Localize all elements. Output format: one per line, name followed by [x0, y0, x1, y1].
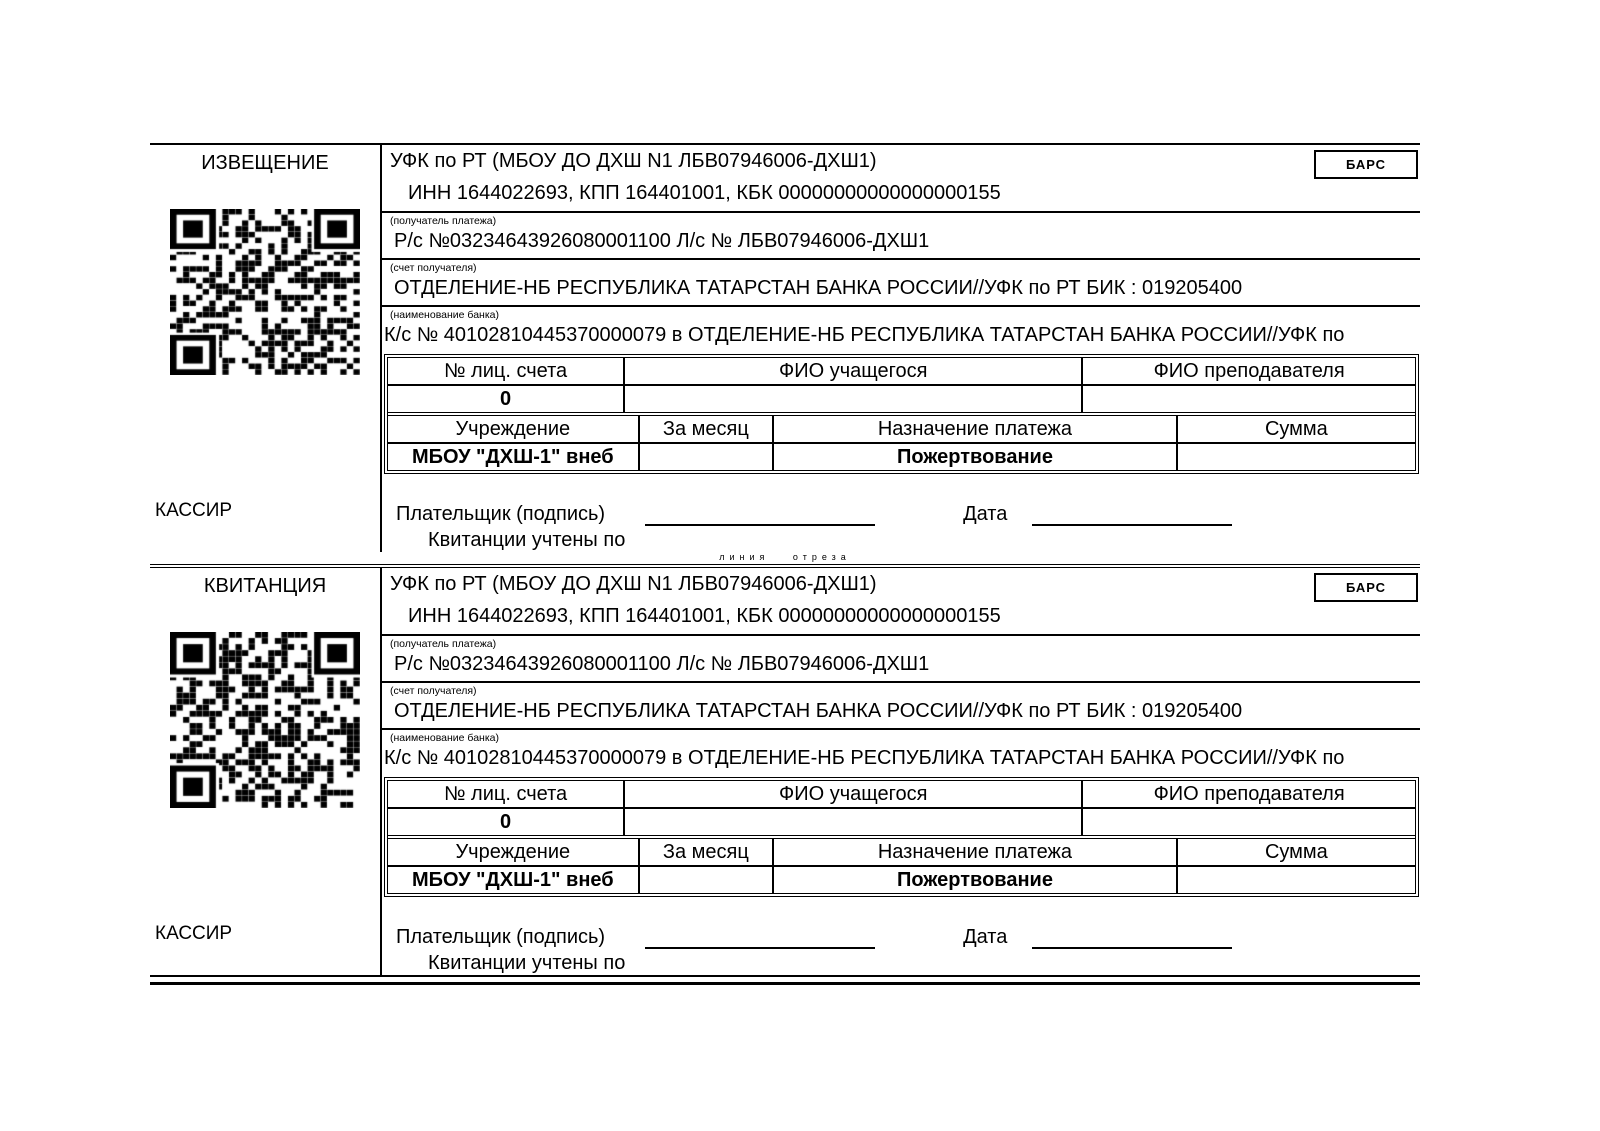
receipt-right-column [382, 568, 1420, 975]
cashier-label: КАССИР [155, 923, 233, 944]
date-line [1032, 925, 1232, 949]
institution-value: МБОУ "ДХШ-1" внеб [388, 867, 640, 893]
notice-left-column [150, 145, 382, 552]
date-line [1032, 502, 1232, 526]
payee-row [382, 568, 1420, 603]
notice-section [150, 143, 1420, 552]
bank-name-line: ОТДЕЛЕНИЕ-НБ РЕСПУБЛИКА ТАТАРСТАН БАНКА РОССИИ//УФК по РТ БИК : 019205400 [394, 277, 1243, 299]
account-student-table [388, 358, 1415, 412]
bank-name-line: ОТДЕЛЕНИЕ-НБ РЕСПУБЛИКА ТАТАРСТАН БАНКА РОССИИ//УФК по РТ БИК : 019205400 [394, 700, 1243, 722]
col-header-sum: Сумма [1178, 416, 1415, 444]
payee-caption: (получатель платежа) [390, 638, 497, 650]
date-label: Дата [963, 926, 1008, 948]
signature-line [645, 925, 875, 949]
col-header-account: № лиц. счета [388, 358, 625, 386]
settlement-account-group [382, 636, 1420, 683]
col-header-sum: Сумма [1178, 839, 1415, 867]
payment-form [150, 143, 1420, 985]
col-header-purpose: Назначение платежа [774, 416, 1178, 444]
month-value [640, 444, 775, 470]
receipt-section [150, 568, 1420, 975]
col-header-student: ФИО учащегося [625, 358, 1083, 386]
cashier-label: КАССИР [155, 500, 233, 521]
settlement-account-group [382, 213, 1420, 260]
corr-account-group [382, 307, 1420, 352]
settlement-account-line: Р/с №03234643926080001100 Л/с № ЛБВ07946006-ДХШ1 [394, 653, 930, 675]
payment-table [384, 777, 1419, 897]
col-header-month: За месяц [640, 839, 775, 867]
account-number-value: 0 [388, 386, 625, 412]
payer-signature-label: Плательщик (подпись) [396, 503, 606, 525]
payer-signature-row [382, 925, 1420, 949]
purpose-value: Пожертвование [774, 867, 1178, 893]
account-number-value: 0 [388, 809, 625, 835]
receipts-note: Квитанции учтены по [428, 529, 626, 551]
qr-code [170, 209, 360, 375]
bars-badge: БАРС [1314, 573, 1418, 602]
student-name-value [625, 809, 1083, 835]
account-caption: (счет получателя) [390, 685, 477, 697]
col-header-account: № лиц. счета [388, 781, 625, 809]
col-header-teacher: ФИО преподавателя [1083, 781, 1415, 809]
col-header-month: За месяц [640, 416, 775, 444]
qr-code [170, 632, 360, 808]
purpose-sum-table [388, 835, 1415, 893]
col-header-student: ФИО учащегося [625, 781, 1083, 809]
student-name-value [625, 386, 1083, 412]
payee-name: УФК по РТ (МБОУ ДО ДХШ N1 ЛБВ07946006-ДХШ1) [390, 150, 877, 172]
purpose-value: Пожертвование [774, 444, 1178, 470]
notice-right-column [382, 145, 1420, 552]
month-value [640, 867, 775, 893]
corr-account-group [382, 730, 1420, 775]
bank-caption: (наименование банка) [390, 309, 499, 321]
settlement-account-line: Р/с №03234643926080001100 Л/с № ЛБВ07946006-ДХШ1 [394, 230, 930, 252]
col-header-teacher: ФИО преподавателя [1083, 358, 1415, 386]
payment-table [384, 354, 1419, 474]
corr-account-line: К/с № 40102810445370000079 в ОТДЕЛЕНИЕ-НБ РЕСПУБЛИКА ТАТАРСТАН БАНКА РОССИИ//УФК по [384, 324, 1345, 346]
col-header-purpose: Назначение платежа [774, 839, 1178, 867]
receipt-left-column [150, 568, 382, 975]
purpose-sum-table [388, 412, 1415, 470]
payer-signature-row [382, 502, 1420, 526]
bars-badge: БАРС [1314, 150, 1418, 179]
teacher-name-value [1083, 809, 1415, 835]
receipts-note: Квитанции учтены по [428, 952, 626, 974]
corr-account-line: К/с № 40102810445370000079 в ОТДЕЛЕНИЕ-НБ РЕСПУБЛИКА ТАТАРСТАН БАНКА РОССИИ//УФК по [384, 747, 1345, 769]
signature-line [645, 502, 875, 526]
inn-kpp-kbk-line: ИНН 1644022693, КПП 164401001, КБК 00000000000000000155 [382, 603, 1420, 636]
col-header-institution: Учреждение [388, 839, 640, 867]
sum-value [1178, 867, 1415, 893]
sum-value [1178, 444, 1415, 470]
account-caption: (счет получателя) [390, 262, 477, 274]
date-label: Дата [963, 503, 1008, 525]
teacher-name-value [1083, 386, 1415, 412]
section-title: КВИТАНЦИЯ [203, 575, 327, 597]
payee-caption: (получатель платежа) [390, 215, 497, 227]
bank-name-group [382, 683, 1420, 730]
payer-signature-label: Плательщик (подпись) [396, 926, 606, 948]
payee-row [382, 145, 1420, 180]
account-student-table [388, 781, 1415, 835]
section-title: ИЗВЕЩЕНИЕ [201, 152, 329, 174]
payee-name: УФК по РТ (МБОУ ДО ДХШ N1 ЛБВ07946006-ДХШ1) [390, 573, 877, 595]
form-bottom-rule [150, 975, 1420, 985]
cut-line: линия отреза [150, 552, 1420, 568]
institution-value: МБОУ "ДХШ-1" внеб [388, 444, 640, 470]
bank-name-group [382, 260, 1420, 307]
inn-kpp-kbk-line: ИНН 1644022693, КПП 164401001, КБК 00000000000000000155 [382, 180, 1420, 213]
col-header-institution: Учреждение [388, 416, 640, 444]
bank-caption: (наименование банка) [390, 732, 499, 744]
